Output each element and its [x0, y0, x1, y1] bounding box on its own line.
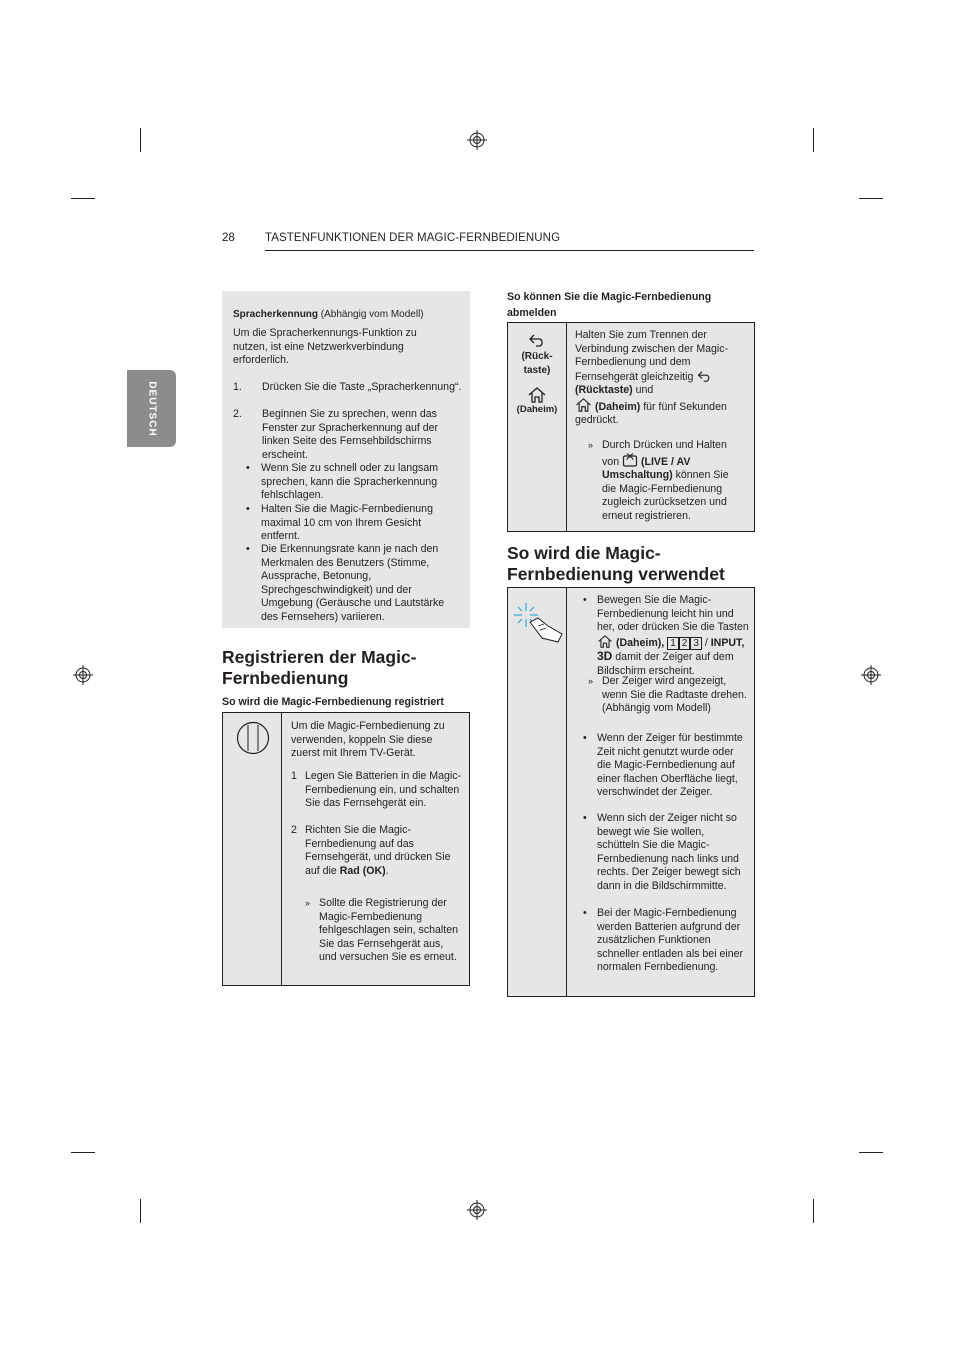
unregister-subheading: So können Sie die Magic-Fernbedienung abmelden — [507, 291, 712, 319]
usage-heading: So wird die Magic-Fernbedienung verwendet — [507, 543, 725, 584]
crop-mark — [71, 1152, 95, 1153]
header-rule — [265, 250, 754, 251]
registration-mark-icon — [467, 1200, 487, 1220]
registration-mark-icon — [861, 665, 881, 685]
crop-mark — [140, 1199, 141, 1223]
hand-remote-icon — [512, 600, 564, 644]
note-heading: Spracherkennung (Abhängig vom Modell) — [233, 309, 424, 320]
magic-remote-icon — [236, 721, 270, 755]
back-icon — [528, 333, 546, 347]
home-icon — [575, 398, 592, 412]
number-key-3: 3 — [690, 637, 702, 650]
crop-mark — [859, 198, 883, 199]
live-av-icon — [622, 453, 638, 467]
register-subheading: So wird die Magic-Fernbedienung registriert — [222, 696, 444, 708]
register-table: Um die Magic-Fernbedienung zu verwenden, koppeln Sie diese zuerst mit Ihrem TV-Gerät. 1 Legen Sie Batterien in die Magic-Fernbedienung ein, und schalten Sie das Fernsehgerät ein. 2 Richten Sie die Magic-Fernbedienung auf das Fernsehgerät, und drücken Sie auf die Rad (OK). » Sollte die Registrierung der Magic-Fernbedienung fehlgeschlagen sein, schalten Sie das Fernsehgerät aus, und versuchen Sie es erneut. — [222, 712, 470, 986]
3d-icon: 3D — [597, 649, 613, 663]
register-heading: Registrieren der Magic-Fernbedienung — [222, 647, 417, 688]
registration-mark-icon — [73, 665, 93, 685]
usage-table: • Bewegen Sie die Magic-Fernbedienung leicht hin und her, oder drücken Sie die Tasten (Daheim), 1 2 3 / INPUT, 3D damit der Zeiger auf dem Bildschirm erscheint. » Der Zeiger wird angezeigt, wenn Sie die Radtaste drehen.(Abhängig vom Modell) • Wenn der Zeiger für bestimmte Zeit nicht genutzt wurde oder die Magic-Fernbedienung auf einer flachen Oberfläche liegt, verschwindet der Zeiger. • Wenn sich der Zeiger nicht so bewegt wie Sie wollen, schütteln Sie die Magic-Fernbedienung nach links und rechts. Der Zeiger bewegt sich dann in die Bildschirmmitte. • Bei der Magic-Fernbedienung werden Batterien aufgrund der zusätzlichen Funktionen schneller entladen als bei einer normalen Fernbedienung. — [507, 587, 755, 997]
crop-mark — [140, 128, 141, 152]
back-icon — [696, 370, 713, 382]
number-key-1: 1 — [667, 637, 679, 650]
home-icon — [528, 387, 546, 403]
running-title: TASTENFUNKTIONEN DER MAGIC-FERNBEDIENUNG — [265, 232, 561, 244]
language-tab — [127, 370, 176, 447]
crop-mark — [71, 198, 95, 199]
note-intro: Um die Spracherkennungs-Funktion zu nutzen, ist eine Netzwerkverbindung erforderlich. — [233, 327, 417, 366]
crop-mark — [813, 1199, 814, 1223]
back-label: (Rück- taste) — [521, 351, 553, 376]
register-intro: Um die Magic-Fernbedienung zu verwenden, koppeln Sie diese zuerst mit Ihrem TV-Gerät. — [291, 720, 445, 759]
home-label: (Daheim) — [516, 404, 558, 415]
page-number: 28 — [222, 232, 235, 244]
voice-recognition-note: Spracherkennung (Abhängig vom Modell) Um die Spracherkennungs-Funktion zu nutzen, ist eine Netzwerkverbindung erforderlich. 1. Drücken Sie die Taste „Spracherkennung“. 2. Beginnen Sie zu sprechen, wenn das Fenster zur Spracherkennung auf der linken Seite des Fernsehbildschirms erscheint. • Wenn Sie zu schnell oder zu langsam sprechen, kann die Spracherkennung fehlschlagen. • Halten Sie die Magic-Fernbedienung maximal 10 cm von Ihrem Gesicht entfernt. • Die Erkennungsrate kann je nach den Merkmalen des Benutzers (Stimme, Aussprache, Betonung, Sprechgeschwindigkeit) und der Umgebung (Geräusche und Lautstärke des Fernsehers) variieren. — [222, 291, 470, 628]
unregister-table: (Rück- taste) (Daheim) Halten Sie zum Trennen der Verbindung zwischen der Magic-Fernbedienung und dem Fernsehgerät gleichzeitig (Rücktaste) und (Daheim) für fünf Sekunden gedrückt. » Durch Drücken und Halten von (LIVE / AV Umschaltung) können Sie die Magic-Fernbedienung zugleich zurücksetzen und erneut registrieren. — [507, 322, 755, 532]
home-icon — [597, 635, 613, 648]
number-key-2: 2 — [679, 637, 691, 650]
language-tab-label: DEUTSCH — [146, 380, 157, 437]
crop-mark — [813, 128, 814, 152]
unregister-instructions: Halten Sie zum Trennen der Verbindung zwischen der Magic-Fernbedienung und dem Fernsehgerät gleichzeitig (Rücktaste) und (Daheim) für fünf Sekunden gedrückt. — [575, 329, 729, 426]
crop-mark — [859, 1152, 883, 1153]
registration-mark-icon — [467, 130, 487, 150]
